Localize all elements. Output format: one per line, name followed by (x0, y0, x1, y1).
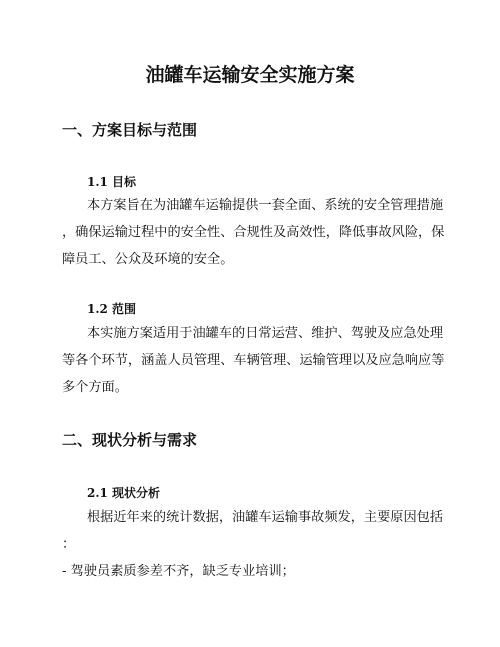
subsection-heading-2-1: 2.1 现状分析 (87, 486, 161, 500)
paragraph-line: 障员工、公众及环境的安全。 (62, 252, 234, 267)
paragraph-line: ： (62, 537, 76, 552)
paragraph-line: 本方案旨在为油罐车运输提供一套全面、系统的安全管理措施 (87, 198, 444, 213)
paragraph-line: 根据近年来的统计数据，油罐车运输事故频发，主要原因包括 (87, 510, 444, 525)
subsection-heading-1-2: 1.2 范围 (87, 302, 137, 316)
section-heading-2: 二、现状分析与需求 (62, 431, 198, 449)
document-title: 油罐车运输安全实施方案 (145, 64, 355, 86)
paragraph-line: ，确保运输过程中的安全性、合规性及高效性，降低事故风险，保 (62, 225, 445, 240)
paragraph-line: 多个方面。 (62, 380, 128, 395)
subsection-heading-1-1: 1.1 目标 (87, 175, 137, 189)
paragraph-line: 本实施方案适用于油罐车的日常运营、维护、驾驶及应急处理 (87, 326, 444, 341)
section-heading-1: 一、方案目标与范围 (62, 121, 198, 139)
list-item: - 驾驶员素质参差不齐，缺乏专业培训； (62, 564, 295, 579)
paragraph-line: 等各个环节，涵盖人员管理、车辆管理、运输管理以及应急响应等 (62, 353, 445, 368)
